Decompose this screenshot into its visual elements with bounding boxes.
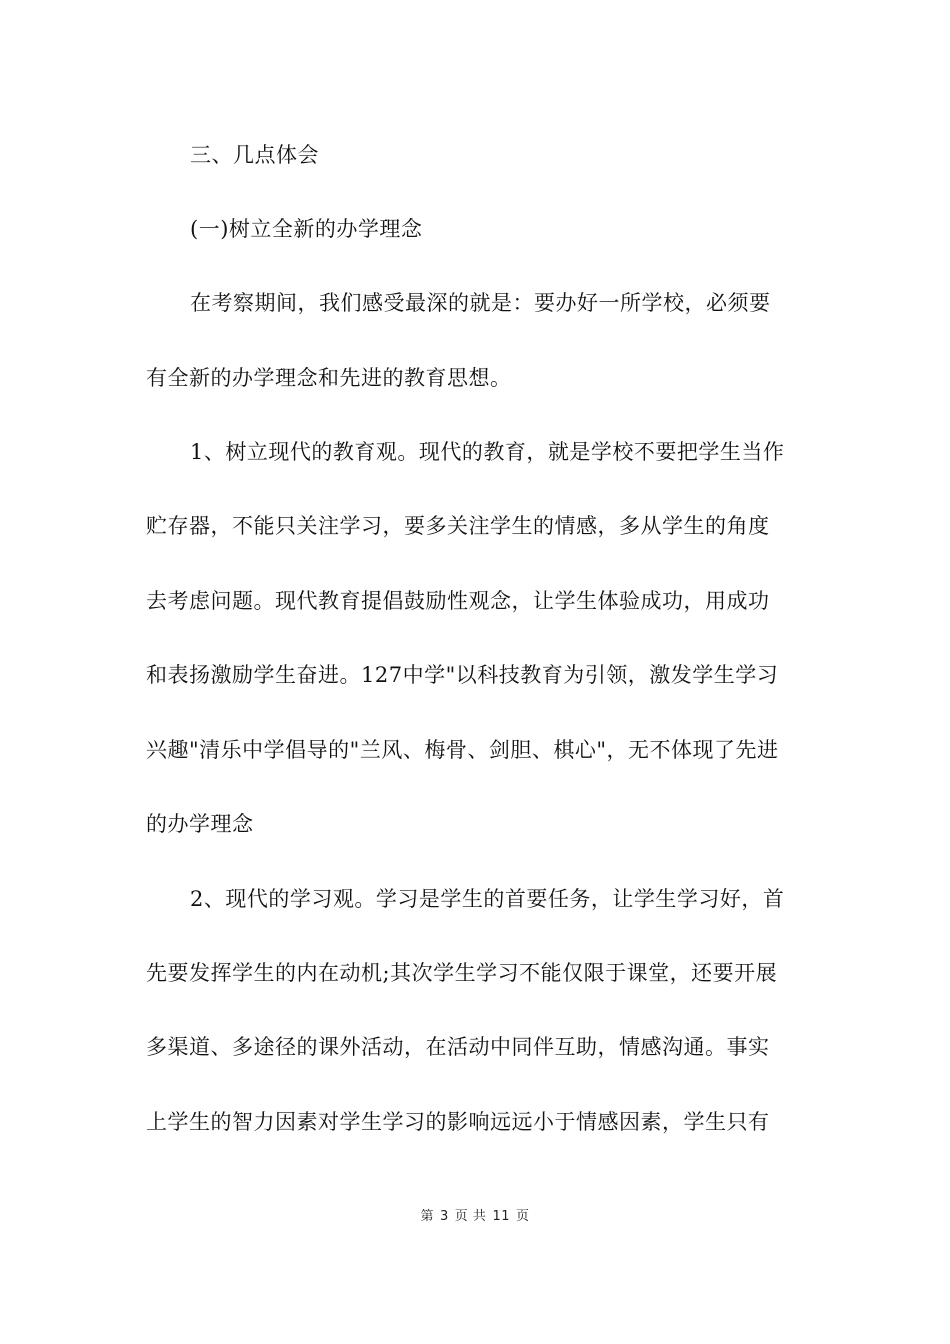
paragraph-line: 在考察期间，我们感受最深的就是：要办好一所学校，必须要 [190, 291, 771, 315]
paragraph-line: 1、树立现代的教育观。现代的教育，就是学校不要把学生当作 [190, 440, 785, 464]
total-pages-number: 11 [492, 1209, 510, 1224]
paragraph-line: 的办学理念 [146, 812, 254, 836]
page-footer [0, 1208, 950, 1226]
footer-suffix: 页 [515, 1209, 530, 1224]
paragraph-line: 兴趣"清乐中学倡导的"兰风、梅骨、剑胆、棋心"，无不体现了先进 [146, 738, 779, 762]
paragraph-line: 有全新的办学理念和先进的教育思想。 [146, 366, 512, 390]
footer-middle: 页 共 [454, 1209, 487, 1224]
paragraph-line: 先要发挥学生的内在动机;其次学生学习不能仅限于课堂，还要开展 [146, 961, 778, 985]
footer-prefix: 第 [420, 1209, 435, 1224]
paragraph-line: 2、现代的学习观。学习是学生的首要任务，让学生学习好，首 [190, 887, 785, 911]
paragraph-line: 多渠道、多途径的课外活动，在活动中同伴互助，情感沟通。事实 [146, 1035, 770, 1059]
paragraph-line: 贮存器，不能只关注学习，要多关注学生的情感，多从学生的角度 [146, 514, 770, 538]
paragraph-line: 去考虑问题。现代教育提倡鼓励性观念，让学生体验成功，用成功 [146, 589, 770, 613]
paragraph-line: 和表扬激励学生奋进。127中学"以科技教育为引领，激发学生学习 [146, 663, 779, 687]
subsection-heading: (一)树立全新的办学理念 [190, 217, 423, 241]
section-heading: 三、几点体会 [190, 143, 319, 167]
current-page-number: 3 [440, 1209, 449, 1224]
paragraph-line: 上学生的智力因素对学生学习的影响远远小于情感因素，学生只有 [146, 1110, 770, 1134]
